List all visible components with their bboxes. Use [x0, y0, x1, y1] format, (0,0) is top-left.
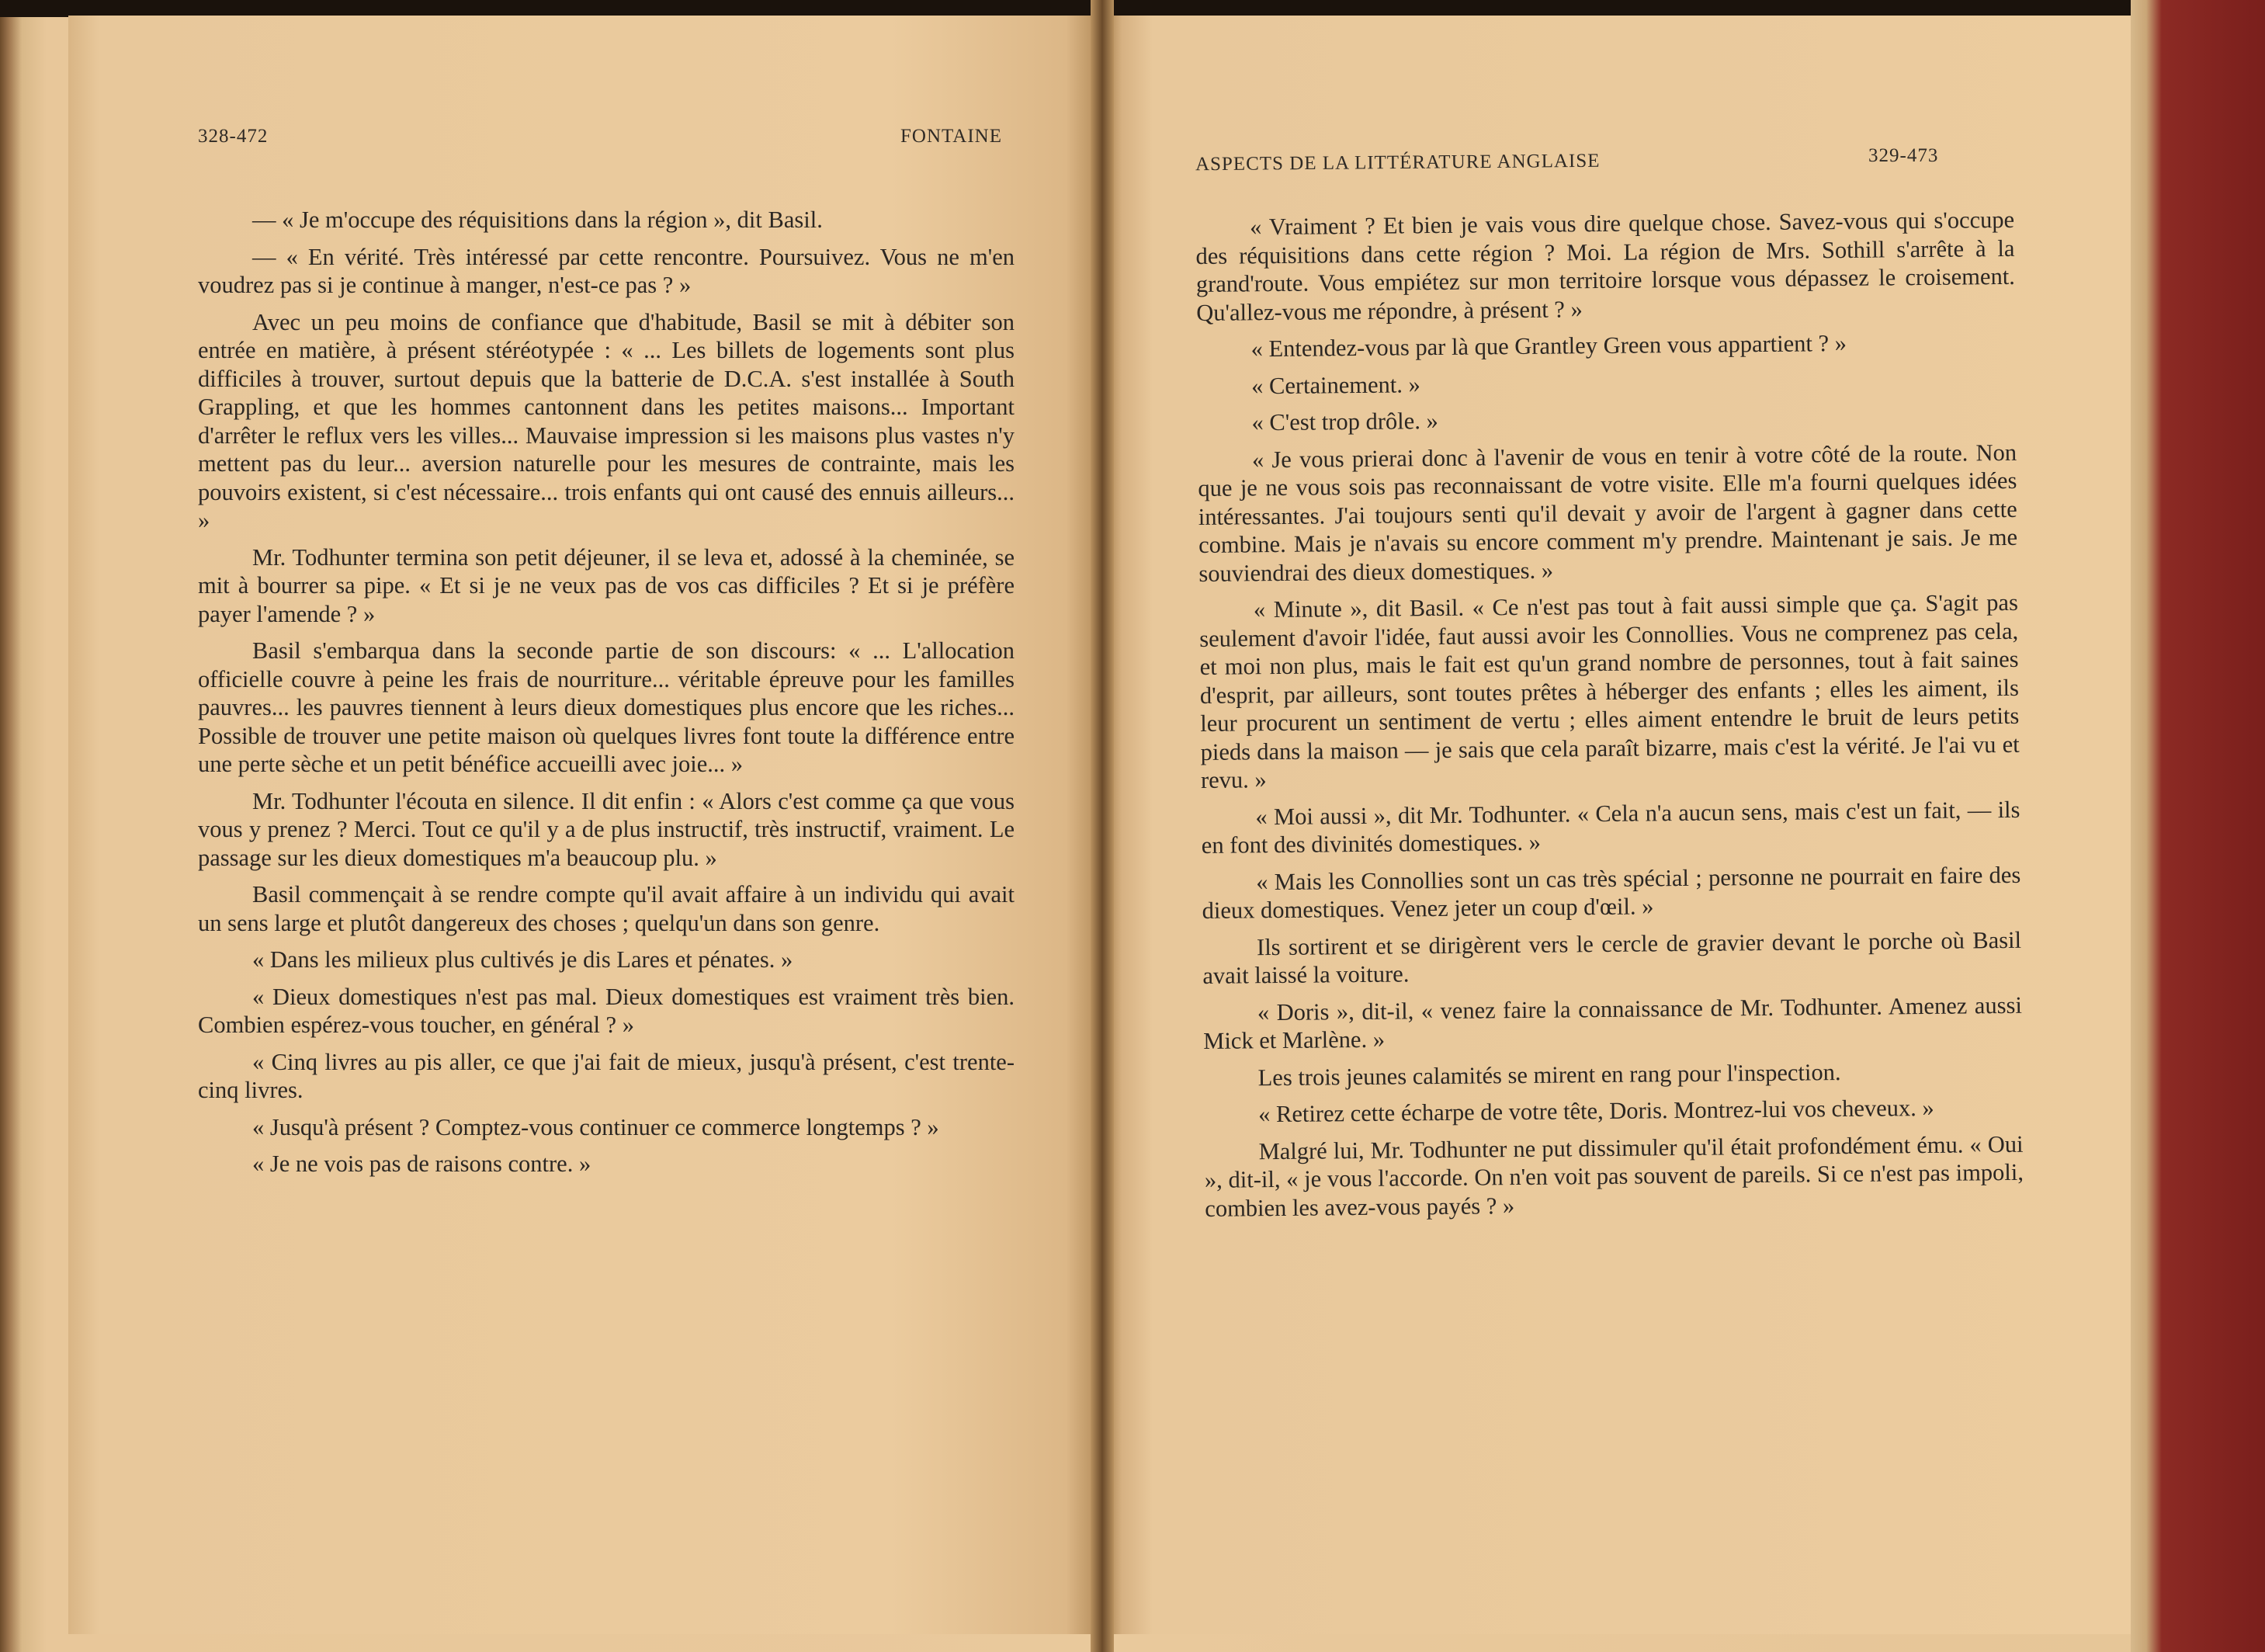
book-gutter — [1091, 0, 1114, 1652]
paragraph: « Moi aussi », dit Mr. Todhunter. « Cela n'a aucun sens, mais c'est un fait, — ils en font des divinités domestiques. » — [1201, 796, 2020, 859]
paragraph: Basil commençait à se rendre compte qu'il avait affaire à un individu qui avait un sens large et plutôt dangereux des choses ; quelqu'un dans son genre. — [198, 881, 1015, 936]
background-top — [0, 0, 2265, 17]
right-body-text — [1195, 206, 2024, 1231]
paragraph: — « En vérité. Très intéressé par cette rencontre. Poursuivez. Vous ne m'en voudrez pas si je continue à manger, n'est-ce pas ? » — [198, 243, 1015, 298]
paragraph: « Dans les milieux plus cultivés je dis Lares et pénates. » — [252, 946, 793, 973]
left-body-text — [198, 206, 1015, 1187]
paragraph: Mr. Todhunter termina son petit déjeuner, il se leva et, adossé à la cheminée, se mit à bourrer sa pipe. « Et si je ne veux pas de vos cas difficiles ? Et si je préfère payer l'amende ? » — [198, 543, 1015, 627]
right-running-head: ASPECTS DE LA LITTÉRATURE ANGLAISE — [1195, 150, 1601, 175]
paragraph: « C'est trop drôle. » — [1251, 408, 1438, 436]
paragraph: Ils sortirent et se dirigèrent vers le cercle de gravier devant le porche où Basil avait laissé la voiture. — [1202, 926, 2022, 989]
paragraph: « Je ne vois pas de raisons contre. » — [252, 1150, 591, 1177]
paragraph: — « Je m'occupe des réquisitions dans la région », dit Basil. — [252, 206, 823, 233]
paragraph: « Jusqu'à présent ? Comptez-vous continuer ce commerce longtemps ? » — [252, 1113, 939, 1140]
left-running-head: FONTAINE — [900, 126, 1002, 147]
paragraph: « Dieux domestiques n'est pas mal. Dieux domestiques est vraiment très bien. Combien espérez-vous toucher, en général ? » — [198, 983, 1015, 1038]
paragraph: « Cinq livres au pis aller, ce que j'ai fait de mieux, jusqu'à présent, c'est trente-cinq livres. — [198, 1048, 1015, 1103]
paragraph: « Minute », dit Basil. « Ce n'est pas tout à fait aussi simple que ça. S'agit pas seulement d'avoir l'idée, faut aussi avoir les Connollies. Vous ne comprenez pas cela, et moi non plus, mais le fait est qu'un grand nombre de personnes, tout à fait saines d'esprit, par ailleurs, sont toutes prêtes à héberger des enfants ; elles les aiment, ils leur procurent un sentiment de vertu ; elles aiment entendre le bruit de leurs petits pieds dans la maison — je sais que cela paraît bizarre, mais c'est la vérité. Je l'ai vu et revu. » — [1199, 588, 2020, 793]
paragraph: « Entendez-vous par là que Grantley Green vous appartient ? » — [1250, 329, 1847, 363]
paragraph: « Vraiment ? Et bien je vais vous dire quelque chose. Savez-vous qui s'occupe des réquisitions dans cette région ? Moi. La région de Mrs. Sothill s'arrête à la grand'route. Vous empiétez sur mon territoire lorsque vous dépassez le croisement. Qu'allez-vous me répondre, à présent ? » — [1195, 206, 2015, 326]
paragraph: Basil s'embarqua dans la seconde partie de son discours: « ... L'allocation officielle couvre à peine les frais de nourriture... véritable épreuve pour les familles pauvres... les pauvres tiennent à leurs dieux domestiques plus encore que les riches... Possible de trouver une petite maison où quelques livres font toute la différence entre une perte sèche et un petit bénéfice accueilli avec joie... » — [198, 637, 1015, 777]
paragraph: « Retirez cette écharpe de votre tête, Doris. Montrez-lui vos cheveux. » — [1257, 1094, 1934, 1128]
paragraph: « Doris », dit-il, « venez faire la connaissance de Mr. Todhunter. Amenez aussi Mick et Marlène. » — [1203, 991, 2022, 1054]
paragraph: Malgré lui, Mr. Todhunter ne put dissimuler qu'il était profondément ému. « Oui », dit-il, « je vous l'accorde. On n'en voit pas souvent de pareils. Si ce n'est pas impoli, combien les avez-vous payés ? » — [1204, 1130, 2024, 1222]
paragraph: « Certainement. » — [1250, 370, 1420, 399]
right-page-number: 329-473 — [1868, 145, 1939, 166]
left-page-number: 328-472 — [198, 126, 269, 147]
paragraph: Mr. Todhunter l'écouta en silence. Il dit enfin : « Alors c'est comme ça que vous vous y prenez ? Merci. Tout ce qu'il y a de plus instructif, très instructif, vraiment. Le passage sur les dieux domestiques m'a beaucoup plu. » — [198, 787, 1015, 871]
paragraph: Avec un peu moins de confiance que d'habitude, Basil se mit à débiter son entrée en matière, à présent stéréotypée : « ... Les billets de logements sont plus difficiles à trouver, surtout depuis que la batterie de D.C.A. s'est installée à South Grappling, et que les hommes cantonnent dans les petites maisons... Important d'arrêter le reflux vers les villes... Mauvaise impression si les maisons plus vastes n'y mettent pas du leur... aversion naturelle pour les mesures de contrainte, mais les pouvoirs existent, si c'est nécessaire... trois enfants qui ont causé des ennuis ailleurs... » — [198, 308, 1015, 533]
page-edges-and-cover — [2131, 0, 2265, 1652]
paragraph: « Mais les Connollies sont un cas très spécial ; personne ne pourrait en faire des dieux domestiques. Venez jeter un coup d'œil. » — [1202, 861, 2021, 924]
paragraph: Les trois jeunes calamités se mirent en rang pour l'inspection. — [1257, 1058, 1841, 1091]
paragraph: « Je vous prierai donc à l'avenir de vous en tenir à votre côté de la route. Non que je ne vous sois pas reconnaissant de votre visite. Elle m'a fourni quelques idées intéressantes. J'ai toujours senti qu'il devait y avoir de l'argent à gagner dans cette combine. Mais je n'avais su encore comment m'y prendre. Maintenant je sais. Je me souviendrai des dieux domestiques. » — [1198, 439, 2018, 587]
